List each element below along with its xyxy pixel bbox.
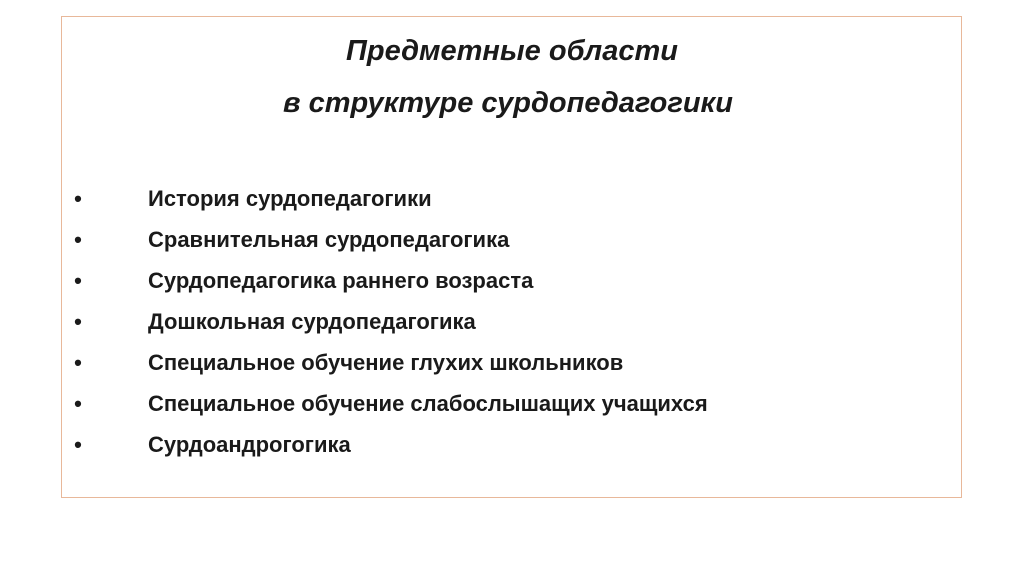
list-item-text: История сурдопедагогики (148, 186, 432, 211)
bullet-icon: • (74, 227, 82, 252)
bullet-icon: • (74, 350, 82, 375)
list-item-text: Сравнительная сурдопедагогика (148, 227, 510, 252)
list-item-text: Сурдопедагогика раннего возраста (148, 268, 534, 293)
list-item-text: Сурдоандрогогика (148, 432, 351, 457)
bullet-icon: • (74, 432, 82, 457)
list-item-text: Специальное обучение слабослышащих учащихся (148, 391, 708, 416)
bullet-icon: • (74, 309, 82, 334)
list-item-text: Специальное обучение глухих школьников (148, 350, 624, 375)
slide-title-line-1: Предметные области (346, 35, 678, 67)
bullet-icon: • (74, 391, 82, 416)
list-item-text: Дошкольная сурдопедагогика (148, 309, 476, 334)
slide-title-line-2: в структуре сурдопедагогики (283, 87, 733, 119)
bullet-icon: • (74, 268, 82, 293)
bullet-icon: • (74, 186, 82, 211)
